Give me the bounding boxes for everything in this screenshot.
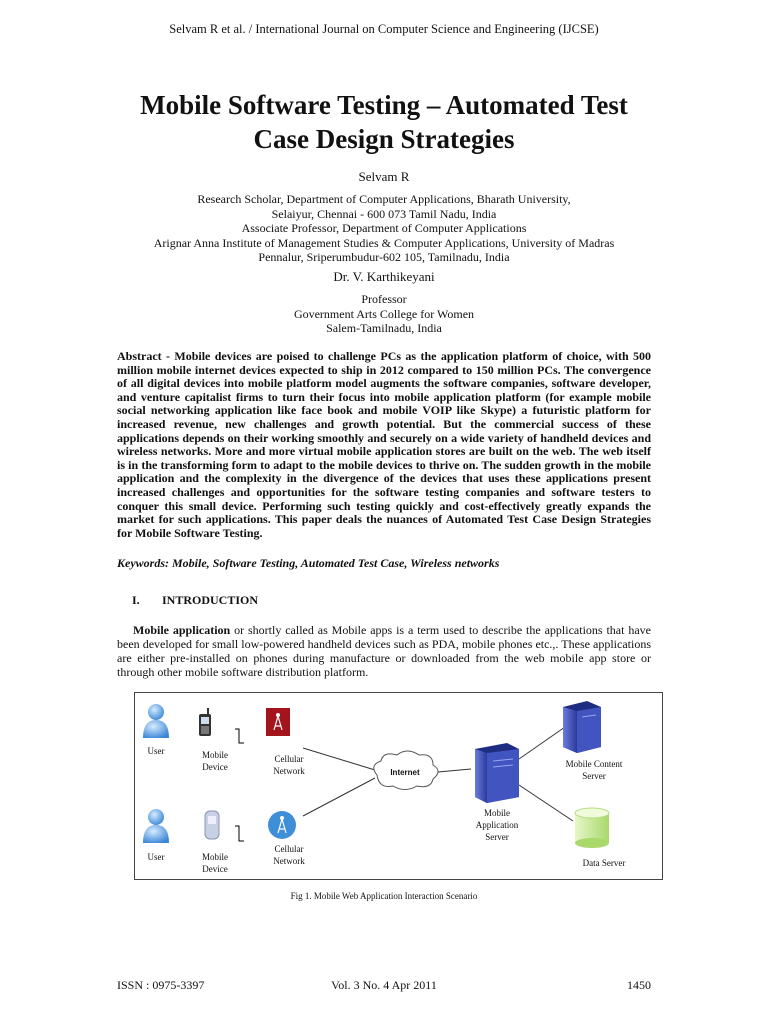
section-heading: I. INTRODUCTION [132,593,259,607]
label-user-2: User [147,852,165,862]
label-data-server: Data Server [582,858,626,868]
label-application-server: Mobile Application Server [475,808,519,842]
application-server-icon [475,743,519,803]
mobile-phone-icon [199,708,219,839]
content-server-icon [563,701,601,753]
label-user: User [147,746,165,756]
author-affiliation: Research Scholar, Department of Computer Applications, Bharath University, Selaiyur, Chennai - 600 073 Tamil Nadu, India Associate Professor, Department of Computer Applications Arignar Anna Institute of Management Studies & Computer Applications, University of Madras Pennalur, Sriperumbudur-602 105, Tamilnadu, India [153,192,615,264]
label-mobile-device: Mobile Device [202,750,228,772]
label-cellular-network: Cellular Network [273,754,305,776]
label-content-server: Mobile Content Server [565,759,623,781]
author-affiliation-2: Professor Government Arts College for Women Salem-Tamilnadu, India [293,292,475,335]
author-name-2: Dr. V. Karthikeyani [333,269,435,284]
keywords: Keywords: Mobile, Software Testing, Automated Test Case, Wireless networks [117,556,500,570]
wireless-link-icon [235,729,244,841]
paper-title: Mobile Software Testing – Automated Test Case Design Strategies [140,90,628,154]
running-header: Selvam R et al. / International Journal on Computer Science and Engineering (IJCSE) [169,22,599,36]
figure-diagram [134,692,663,880]
author-name: Selvam R [358,169,410,184]
figure-caption: Fig 1. Mobile Web Application Interaction Scenario [290,891,478,901]
page-number: 1450 [627,978,651,992]
data-server-icon [575,808,609,848]
footer-volume: Vol. 3 No. 4 Apr 2011 [331,978,437,992]
label-internet: Internet [390,768,420,777]
abstract: Abstract - Mobile devices are poised to challenge PCs as the application platform of choice, with 500 million mobile internet devices expected to ship in 2012 compared to 150 million PCs. The convergence of all digital devices into mobile platform model augments the software companies, software developer, and venture capitalist firms to turn their focus into mobile application platform (for example mobile social networking application like face book and mobile VOIP like Skype) a futuristic platform for increased revenue, new challenges and growth potential. But the commercial success of these applications depends on their working smoothly and securely on a wide variety of handheld devices and wireless networks. More and more virtual mobile application stores are built on the web. The web itself is in the transforming form to adapt to the mobile devices to thrive on. The sudden growth in the mobile application and the complexity in the divergence of the devices that uses these applications present increased challenges and opportunities for the software testing companies and software testers to conquer this small device. Performing such testing quickly and cost-effectively greatly expands the market for such applications. This paper deals the nuances of Automated Test Case Design Strategies for Mobile Software Testing. [117,349,651,540]
intro-paragraph: Mobile application or shortly called as Mobile apps is a term used to describe the applications that have been developed for small low-powered handheld devices such as PDA, mobile phones etc.,. These applications are either pre-installed on phones during manufacture or downloaded from the web mobile app store or through other mobile software distribution platform. [117,623,651,679]
footer-issn: ISSN : 0975-3397 [117,978,205,992]
connector-lines [303,727,573,821]
label-mobile-device-2: Mobile Device [202,852,228,874]
label-cellular-network-2: Cellular Network [273,844,305,866]
user-icon [143,704,169,843]
